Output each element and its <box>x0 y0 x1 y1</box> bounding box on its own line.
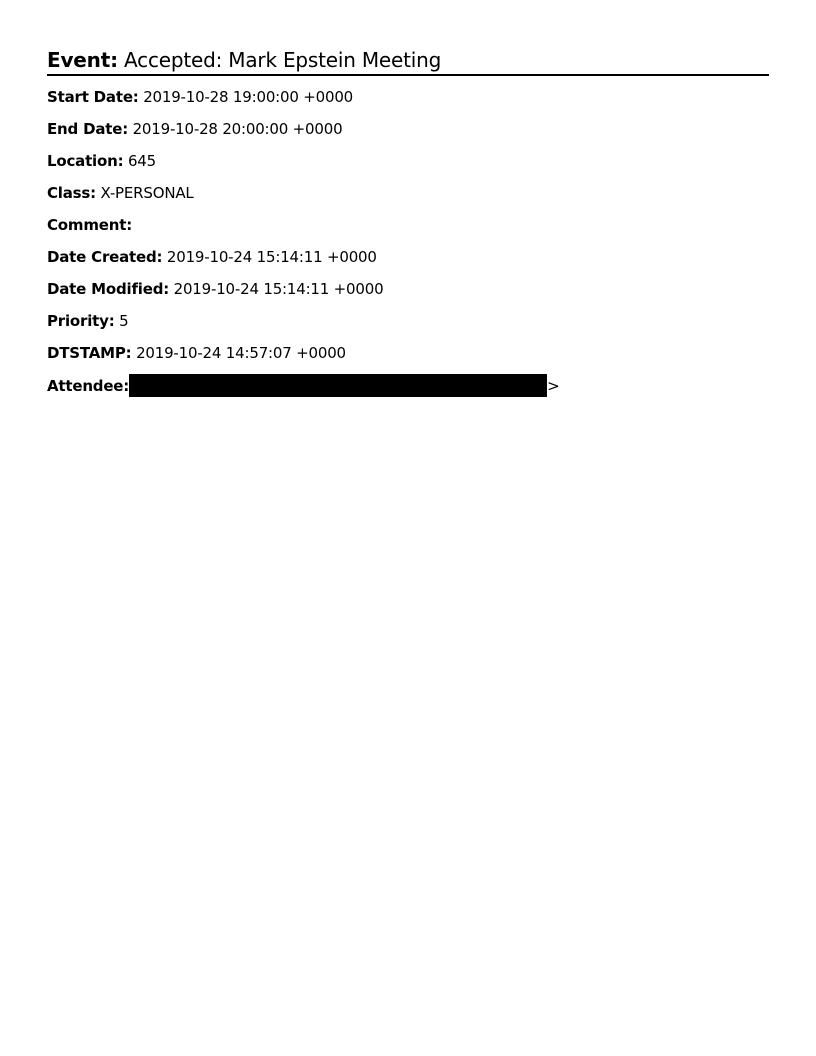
event-document <box>47 47 769 407</box>
dtstamp-value: 2019-10-24 14:57:07 +0000 <box>136 344 346 362</box>
comment-label: Comment: <box>47 216 132 234</box>
field-end-date <box>47 119 769 139</box>
location-value: 645 <box>127 152 156 170</box>
event-label: Event: <box>47 48 118 72</box>
attendee-suffix: > <box>547 377 560 395</box>
date-created-value: 2019-10-24 15:14:11 +0000 <box>166 248 377 266</box>
start-date-label: Start Date: <box>47 88 139 106</box>
field-priority <box>47 311 769 331</box>
field-comment <box>47 215 769 235</box>
field-class <box>47 183 769 203</box>
end-date-value: 2019-10-28 20:00:00 +0000 <box>132 120 343 138</box>
field-start-date <box>47 87 769 107</box>
field-location <box>47 151 769 171</box>
field-dtstamp <box>47 343 769 363</box>
priority-value: 5 <box>119 312 129 330</box>
date-modified-value: 2019-10-24 15:14:11 +0000 <box>173 280 384 298</box>
priority-label: Priority: <box>47 312 115 330</box>
attendee-label: Attendee: <box>47 377 130 395</box>
date-modified-label: Date Modified: <box>47 280 170 298</box>
class-label: Class: <box>47 184 96 202</box>
date-created-label: Date Created: <box>47 248 163 266</box>
event-title <box>47 47 769 76</box>
field-date-modified <box>47 279 769 299</box>
event-fields <box>47 87 769 395</box>
attendee-redaction <box>129 374 547 397</box>
class-value: X-PERSONAL <box>100 184 194 202</box>
start-date-value: 2019-10-28 19:00:00 +0000 <box>143 88 354 106</box>
event-value: Accepted: Mark Epstein Meeting <box>124 48 442 72</box>
end-date-label: End Date: <box>47 120 129 138</box>
field-attendee <box>47 375 769 395</box>
field-date-created <box>47 247 769 267</box>
location-label: Location: <box>47 152 124 170</box>
dtstamp-label: DTSTAMP: <box>47 344 132 362</box>
